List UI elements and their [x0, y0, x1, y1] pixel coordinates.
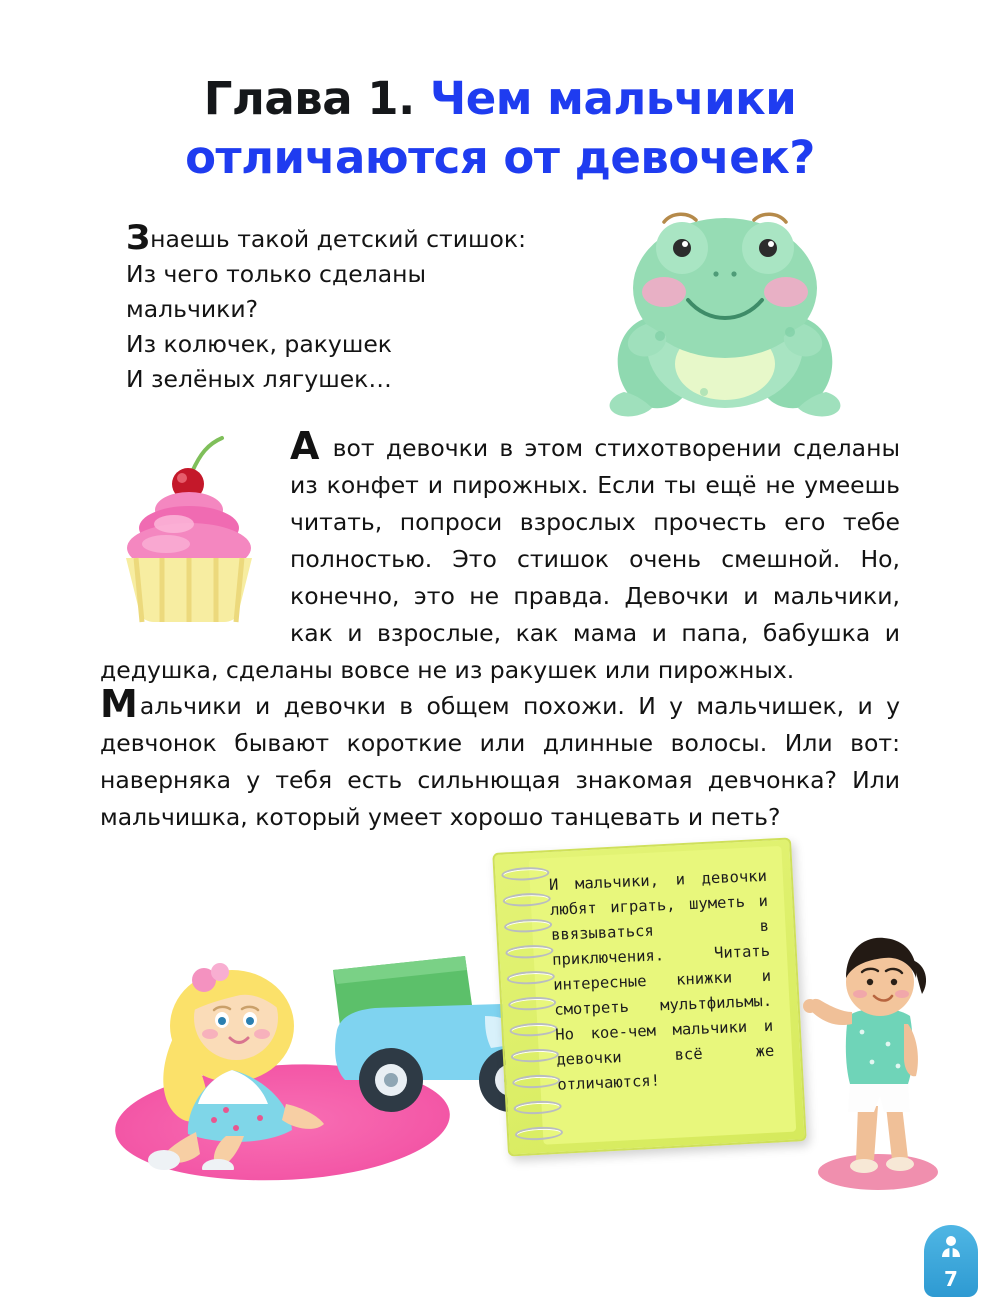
- notebook-illustration: [492, 837, 807, 1156]
- frog-illustration: [600, 196, 850, 431]
- poem-line-1: [126, 218, 556, 258]
- poem-line-2: Из чего только сделаны мальчики?: [126, 260, 427, 323]
- paragraph-2-text: альчики и девочки в общем похожи. И у мальчишек, и у девчонок бывают короткие или длинные волосы. Или вот: наверняка у тебя есть сильнющая знакомая девчонка? Или мальчишка, который умеет хорошо танцевать и петь?: [100, 692, 900, 831]
- poem-dropcap: З: [126, 218, 151, 258]
- boy-illustration: [800, 920, 955, 1190]
- notebook-text: И мальчики, и девочки любят играть, шуметь и ввязываться в приключения. Читать интересные книжки и смотреть мультфильмы. Но кое-чем мальчики и девочки всё же отличаются!: [548, 866, 775, 1094]
- poem-line-1-rest: наешь такой детский стишок:: [150, 225, 527, 253]
- paragraph-2: [100, 682, 900, 836]
- page-number: 7: [944, 1267, 958, 1291]
- bottom-illustration-scene: [60, 845, 960, 1205]
- person-icon: [940, 1235, 962, 1261]
- chapter-label: Глава 1.: [203, 72, 430, 126]
- paragraph-1-text: вот девочки в этом стихотворении сделаны из конфет и пирожных. Если ты ещё не умеешь читать, попроси взрослых прочесть его тебе полностью. Это стишок очень смешной. Но, конечно, это не правда. Девочки и мальчики, как и взрослые, как мама и папа, бабушка и дедушка, сделаны вовсе не из ракушек или пирожных.: [100, 434, 900, 684]
- poem-line-4: И зелёных лягушек…: [126, 365, 392, 393]
- paragraph-1: [100, 424, 900, 689]
- paragraph-2-dropcap: М: [100, 682, 138, 726]
- chapter-title-line-1: Чем мальчики: [429, 72, 797, 126]
- paragraph-1-dropcap: А: [290, 424, 320, 468]
- cupcake-text-wrap: [100, 430, 290, 625]
- chapter-heading: [60, 72, 940, 184]
- page-number-badge: [924, 1225, 978, 1297]
- poem-line-3: Из колючек, ракушек: [126, 330, 392, 358]
- chapter-title-line-2: отличаются от девочек?: [185, 131, 815, 185]
- poem-block: [126, 218, 556, 397]
